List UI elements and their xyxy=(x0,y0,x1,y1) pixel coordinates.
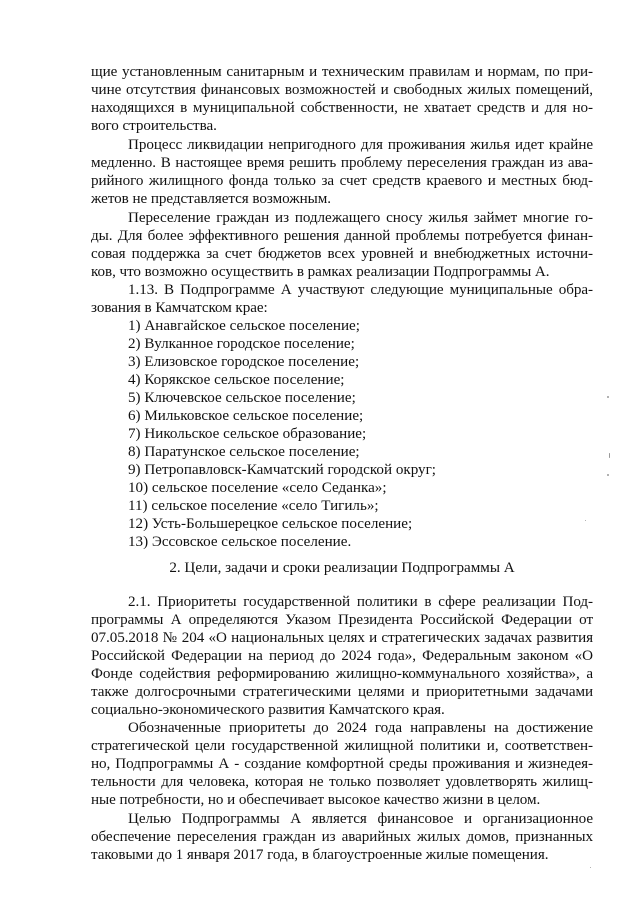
list-item: 12) Усть-Большерецкое сельское поселение; xyxy=(128,516,413,532)
resettlement-line: ды. Для более эффективного решения данной проблемы потребуется финан- xyxy=(91,228,593,244)
list-item: 1) Анавгайское сельское поселение; xyxy=(128,318,360,334)
scan-speck xyxy=(585,520,586,521)
liquidation-line: жетов не представляется возможным. xyxy=(91,191,331,207)
section-2-1-line: Российской Федерации на период до 2024 года», Федеральным законом «О xyxy=(91,648,593,664)
section-1-13-line: 1.13. В Подпрограмме А участвуют следующие муниципальные обра- xyxy=(128,282,593,298)
goal-line: таковыми до 1 января 2017 года, в благоустроенные жилые помещения. xyxy=(91,847,549,863)
liquidation-line: Процесс ликвидации непригодного для проживания жилья идет крайне xyxy=(128,137,593,153)
resettlement-line: совая поддержка за счет бюджетов всех уровней и внебюджетных источни- xyxy=(91,246,593,262)
scan-speck xyxy=(607,474,609,476)
priorities-line: тельности для человека, которая не только позволяет удовлетворять жилищ- xyxy=(91,774,593,790)
resettlement-line: ков, что возможно осуществить в рамках реализации Подпрограммы А. xyxy=(91,264,550,280)
intro-line: щие установленным санитарным и техническим правилам и нормам, по при- xyxy=(91,64,593,80)
list-item: 5) Ключевское сельское поселение; xyxy=(128,390,356,406)
section-2-1-line: 07.05.2018 № 204 «О национальных целях и стратегических задачах развития xyxy=(91,630,593,646)
list-item: 3) Елизовское городское поселение; xyxy=(128,354,360,370)
intro-line: находящихся в муниципальной собственности, не хватает средств и для но- xyxy=(91,100,593,116)
section-2-1-line: 2.1. Приоритеты государственной политики в сфере реализации Под- xyxy=(128,594,593,610)
list-item: 4) Корякское сельское поселение; xyxy=(128,372,345,388)
intro-line: чине отсутствия финансовых возможностей и свободных жилых помещений, xyxy=(91,82,593,98)
list-item: 11) сельское поселение «село Тигиль»; xyxy=(128,498,379,514)
section-1-13-line: зования в Камчатском крае: xyxy=(91,300,268,316)
list-item: 2) Вулканное городское поселение; xyxy=(128,336,355,352)
scan-speck xyxy=(590,867,591,868)
priorities-line: стратегической цели государственной жилищной политики и, соответствен- xyxy=(91,738,593,754)
goal-line: обеспечение переселения граждан из аварийных жилых домов, признанных xyxy=(91,829,593,845)
list-item: 13) Эссовское сельское поселение. xyxy=(128,534,352,550)
section-2-1-line: Фонде содействия реформированию жилищно-коммунального хозяйства», а xyxy=(91,666,593,682)
scan-speck xyxy=(607,396,609,398)
priorities-line: Обозначенные приоритеты до 2024 года направлены на достижение xyxy=(128,720,593,736)
priorities-line: ные потребности, но и обеспечивает высокое качество жизни в целом. xyxy=(91,792,541,808)
list-item: 8) Паратунское сельское поселение; xyxy=(128,444,360,460)
priorities-line: но, Подпрограммы А - создание комфортной среды проживания и жизнедея- xyxy=(91,756,593,772)
scan-speck xyxy=(609,453,610,458)
section-2-1-line: программы А определяются Указом Президента Российской Федерации от xyxy=(91,612,593,628)
list-item: 9) Петропавловск-Камчатский городской округ; xyxy=(128,462,436,478)
goal-line: Целью Подпрограммы А является финансовое и организационное xyxy=(128,811,593,827)
list-item: 6) Мильковское сельское поселение; xyxy=(128,408,364,424)
section-2-1-line: также долгосрочными стратегическими целями и приоритетными задачами xyxy=(91,684,593,700)
list-item: 10) сельское поселение «село Седанка»; xyxy=(128,480,387,496)
liquidation-line: рийного жилищного фонда только за счет средств краевого и местных бюд- xyxy=(91,173,593,189)
resettlement-line: Переселение граждан из подлежащего сносу жилья займет многие го- xyxy=(128,210,593,226)
section-heading: 2. Цели, задачи и сроки реализации Подпрограммы А xyxy=(169,560,515,576)
liquidation-line: медленно. В настоящее время решить проблему переселения граждан из ава- xyxy=(91,155,593,171)
list-item: 7) Никольское сельское образование; xyxy=(128,426,367,442)
section-2-1-line: социально-экономического развития Камчатского края. xyxy=(91,702,445,718)
intro-line: вого строительства. xyxy=(91,118,217,134)
